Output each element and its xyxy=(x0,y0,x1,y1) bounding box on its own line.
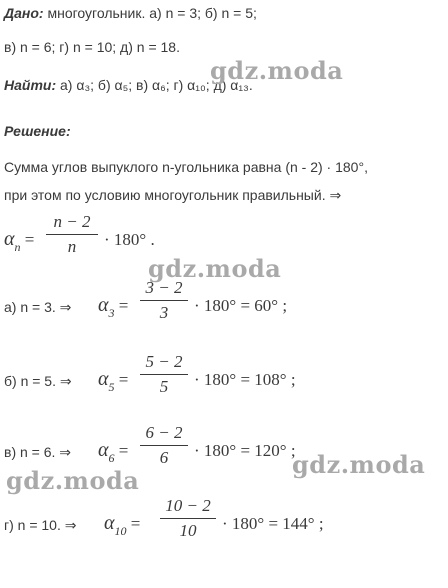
find-label: Найти: xyxy=(4,77,57,93)
case-g-lhs: $\alpha_{10}$ = xyxy=(104,512,141,538)
case-v-subscript: 6 xyxy=(108,451,115,465)
case-a-denominator: 3 xyxy=(159,303,169,322)
case-a-lhs: $\alpha_3$ = xyxy=(98,294,129,320)
fraction-numerator: n − 2 xyxy=(53,212,91,231)
solution-line-2: при этом по условию многоугольник правильный. ⇒ xyxy=(4,187,342,203)
watermark-logo: gdz.moda xyxy=(148,254,282,283)
case-g-tail: · 180° = 144° ; xyxy=(222,514,324,533)
case-a-fraction xyxy=(140,278,188,323)
general-formula-lhs: $\alpha_n$ = xyxy=(4,228,35,254)
watermark-logo: gdz.moda xyxy=(6,466,140,495)
general-formula-tail: · 180° . xyxy=(104,230,155,249)
given-line-2: в) n = 6; г) n = 10; д) n = 18. xyxy=(4,39,180,55)
case-b-numerator: 5 − 2 xyxy=(145,352,183,371)
case-v-prefix: в) n = 6. ⇒ xyxy=(4,444,72,460)
case-b-lhs: $\alpha_5$ = xyxy=(98,368,129,394)
case-a-numerator: 3 − 2 xyxy=(145,278,183,297)
case-b-tail: · 180° = 108° ; xyxy=(194,370,296,389)
case-b-denominator: 5 xyxy=(159,377,169,396)
case-g-subscript: 10 xyxy=(114,524,127,538)
solution-label: Решение: xyxy=(4,123,71,139)
given-text: многоугольник. а) n = 3; б) n = 5; xyxy=(47,5,257,21)
case-b-fraction xyxy=(140,352,188,397)
alpha-symbol: α xyxy=(4,228,15,250)
given-label: Дано: xyxy=(4,5,44,21)
case-g-denominator: 10 xyxy=(179,521,197,540)
alpha-subscript: n xyxy=(14,240,21,254)
case-v-lhs: $\alpha_6$ = xyxy=(98,439,129,465)
case-g-prefix: г) n = 10. ⇒ xyxy=(4,517,77,533)
case-v-numerator: 6 − 2 xyxy=(145,423,183,442)
case-g-numerator: 10 − 2 xyxy=(165,496,211,515)
watermark-logo: gdz.moda xyxy=(292,450,426,479)
case-a-prefix: а) n = 3. ⇒ xyxy=(4,299,72,315)
case-v-fraction xyxy=(140,423,188,468)
case-b-prefix: б) n = 5. ⇒ xyxy=(4,373,72,389)
case-v-denominator: 6 xyxy=(159,448,169,467)
case-a-subscript: 3 xyxy=(108,306,115,320)
solution-line-1: Сумма углов выпуклого n-угольника равна (n - 2) · 180°, xyxy=(4,159,368,175)
fraction-denominator: n xyxy=(67,237,77,256)
general-fraction xyxy=(46,212,98,257)
watermark-logo: gdz.moda xyxy=(210,56,344,85)
case-v-tail: · 180° = 120° ; xyxy=(194,441,296,460)
case-b-subscript: 5 xyxy=(108,380,115,394)
case-g-fraction xyxy=(160,496,216,541)
given-line-1 xyxy=(4,4,257,22)
case-a-tail: · 180° = 60° ; xyxy=(194,296,288,315)
find-text: а) α₃; б) α₅; в) α₆; г) α₁₀; д) α₁₃. xyxy=(60,77,253,93)
